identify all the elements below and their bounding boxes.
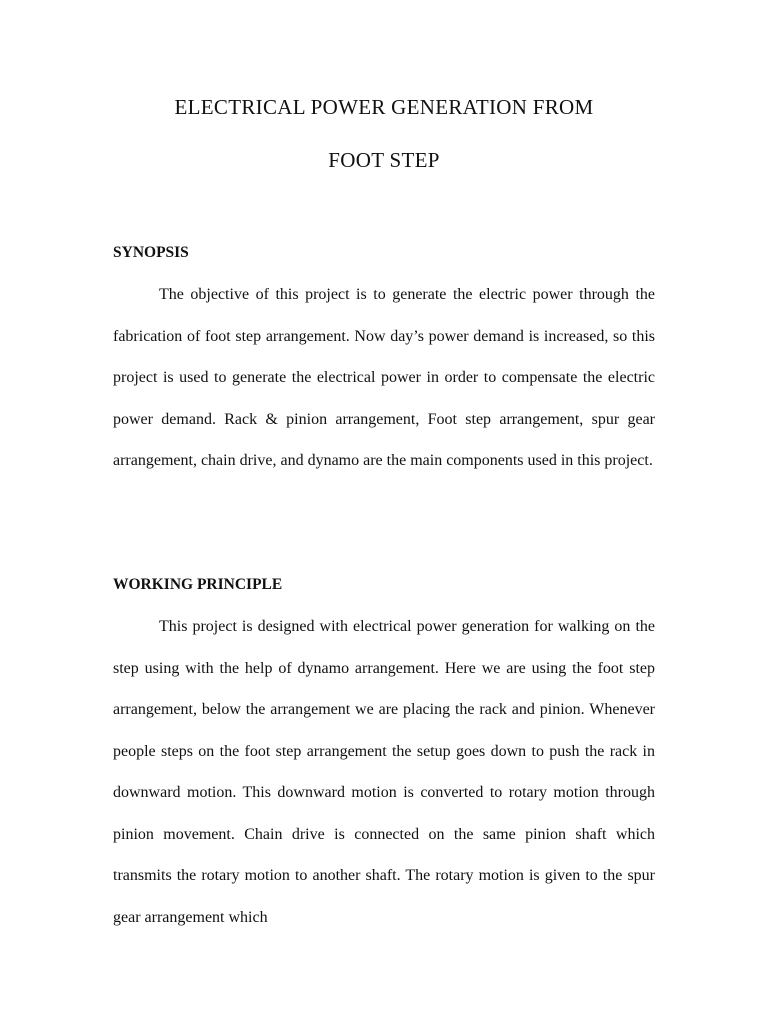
document-title-line-2: FOOT STEP — [328, 148, 440, 172]
working-principle-paragraph: This project is designed with electrical power generation for walking on the step using with the help of dynamo arrangement. Here we are using the foot step arrangement, below the arrangement we are placing the rack and pinion. Whenever people steps on the foot step arrangement the setup goes down to push the rack in downward motion. This downward motion is converted to rotary motion through pinion movement. Chain drive is connected on the same pinion shaft which transmits the rotary motion to another shaft. The rotary motion is given to the spur gear arrangement which — [113, 618, 655, 926]
synopsis-heading: SYNOPSIS — [113, 244, 189, 261]
document-title-line-1: ELECTRICAL POWER GENERATION FROM — [174, 95, 594, 119]
synopsis-paragraph: The objective of this project is to generate the electric power through the fabrication of foot step arrangement. Now day’s power demand is increased, so this project is used to generate the electrical power in order to compensate the electric power demand. Rack & pinion arrangement, Foot step arrangement, spur gear arrangement, chain drive, and dynamo are the main components used in this project. — [113, 286, 655, 469]
working-principle-heading: WORKING PRINCIPLE — [113, 576, 283, 593]
